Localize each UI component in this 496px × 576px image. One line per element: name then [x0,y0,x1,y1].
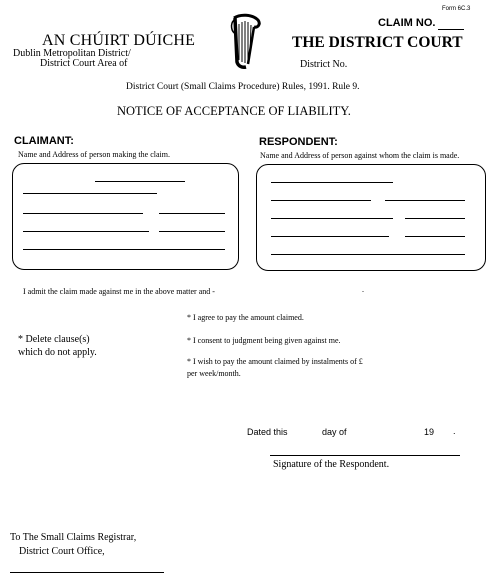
footer-address-line [10,572,164,573]
option-agree-to-pay: * I agree to pay the amount claimed. [187,313,304,322]
rules-line: District Court (Small Claims Procedure) Rules, 1991. Rule 9. [126,82,360,92]
day-of-label: day of [322,427,347,437]
signature-line[interactable] [270,455,460,456]
form-code: Form 6C.3 [442,6,471,12]
document-title: NOTICE OF ACCEPTANCE OF LIABILITY. [117,104,351,118]
admit-text: I admit the claim made against me in the above matter and - [23,287,215,296]
registrar-address-line2: District Court Office, [19,546,105,557]
claimant-address-box[interactable] [12,163,239,270]
district-no-text: District No. [300,59,348,70]
date-end-dot: . [453,426,456,436]
delete-note-line2: which do not apply. [18,347,97,358]
irish-court-title: AN CHÚIRT DÚICHE [42,32,196,49]
respondent-heading: RESPONDENT: [259,136,338,148]
claim-no-line [438,29,464,30]
dated-this-label: Dated this [247,427,288,437]
respondent-subtitle: Name and Address of person against whom the claim is made. [260,151,460,160]
claimant-subtitle: Name and Address of person making the claim. [18,150,170,159]
admit-dot: . [362,285,364,294]
registrar-address-line1: To The Small Claims Registrar, [10,532,137,543]
option-consent-judgment: * I consent to judgment being given against me. [187,336,341,345]
claim-no-label: CLAIM NO. [378,17,436,29]
harp-emblem-icon [228,12,264,70]
signature-label: Signature of the Respondent. [273,459,390,470]
year-label: 19 [424,427,435,437]
option-instalments: * I wish to pay the amount claimed by instalments of £ [187,357,363,366]
dublin-district-text: Dublin Metropolitan District/ [13,48,131,59]
option-instalments-period: per week/month. [187,369,241,378]
claimant-heading: CLAIMANT: [14,135,74,147]
delete-note-line1: * Delete clause(s) [18,334,90,345]
english-court-title: THE DISTRICT COURT [292,34,463,51]
respondent-address-box[interactable] [256,164,486,271]
court-area-text: District Court Area of [40,58,128,69]
